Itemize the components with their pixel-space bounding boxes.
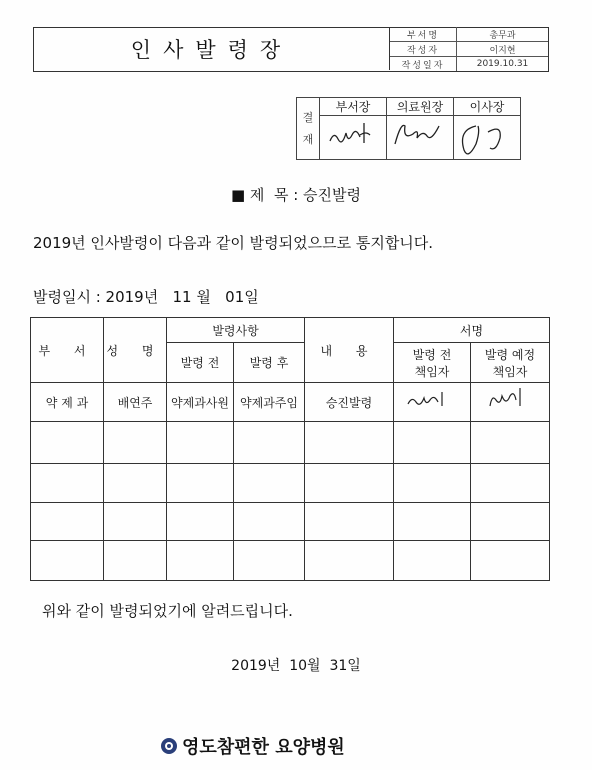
cell-content: 승진발령 (305, 383, 394, 422)
signature-director (387, 116, 454, 160)
order-table (30, 317, 550, 581)
subject-line (0, 184, 592, 205)
table-row (31, 422, 550, 464)
meta-value-date: 2019.10.31 (457, 57, 549, 72)
signature-chairman (454, 116, 521, 160)
table-row (31, 464, 550, 503)
header-content: 내 용 (305, 318, 394, 383)
header-dept: 부 서 (31, 318, 104, 383)
signature-dept-head-mark (320, 116, 386, 156)
approval-box (296, 97, 523, 155)
signature-after-mark (480, 386, 540, 416)
cell-before: 약제과사원 (167, 383, 234, 422)
cell-sign-before (394, 383, 471, 422)
signature-before-mark (402, 388, 462, 414)
signature-dept-head (320, 116, 387, 160)
header-order-group: 발령사항 (167, 318, 305, 343)
table-row (31, 541, 550, 581)
approval-side-label: 결재 (297, 98, 320, 160)
subject-value: : 승진발령 (293, 186, 362, 204)
closing-text: 위와 같이 발령되었기에 알려드립니다. (42, 602, 293, 620)
cell-after: 약제과주임 (234, 383, 305, 422)
issue-date-line: 발령일시 : 2019년 11 월 01일 (33, 288, 259, 306)
subject-label: 제 목 (249, 186, 289, 204)
meta-value-dept: 총무과 (457, 27, 549, 42)
table-row (31, 383, 550, 422)
meta-value-author: 이지현 (457, 42, 549, 57)
signature-chairman-mark (454, 116, 520, 156)
cell-dept: 약 제 과 (31, 383, 104, 422)
header-sign-before: 발령 전 책임자 (394, 343, 471, 383)
header-after: 발령 후 (234, 343, 305, 383)
meta-key-dept: 부서명 (390, 27, 457, 42)
notice-text: 2019년 인사발령이 다음과 같이 발령되었으므로 통지합니다. (33, 234, 434, 252)
signature-director-mark (387, 116, 453, 156)
meta-key-date: 작성일자 (401, 60, 445, 71)
cell-name: 배연주 (104, 383, 167, 422)
meta-key-author: 작성자 (390, 42, 457, 57)
organization-name: 영도참편한 요양병원 (182, 737, 345, 758)
hospital-logo-icon (160, 737, 178, 755)
approval-header-director: 의료원장 (387, 98, 454, 116)
signing-date: 2019년 10월 31일 (231, 658, 361, 674)
document-meta (389, 27, 548, 70)
organization-footer (160, 733, 345, 759)
table-row (31, 503, 550, 541)
header-name: 성 명 (104, 318, 167, 383)
header-before: 발령 전 (167, 343, 234, 383)
document-title: 인사발령장 (130, 37, 293, 62)
subject-bullet-icon: ■ (230, 186, 246, 204)
header-sign-group: 서명 (394, 318, 550, 343)
approval-header-chairman: 이사장 (454, 98, 521, 116)
header-sign-after: 발령 예정 책임자 (471, 343, 550, 383)
approval-header-dept-head: 부서장 (320, 98, 387, 116)
cell-sign-after (471, 383, 550, 422)
